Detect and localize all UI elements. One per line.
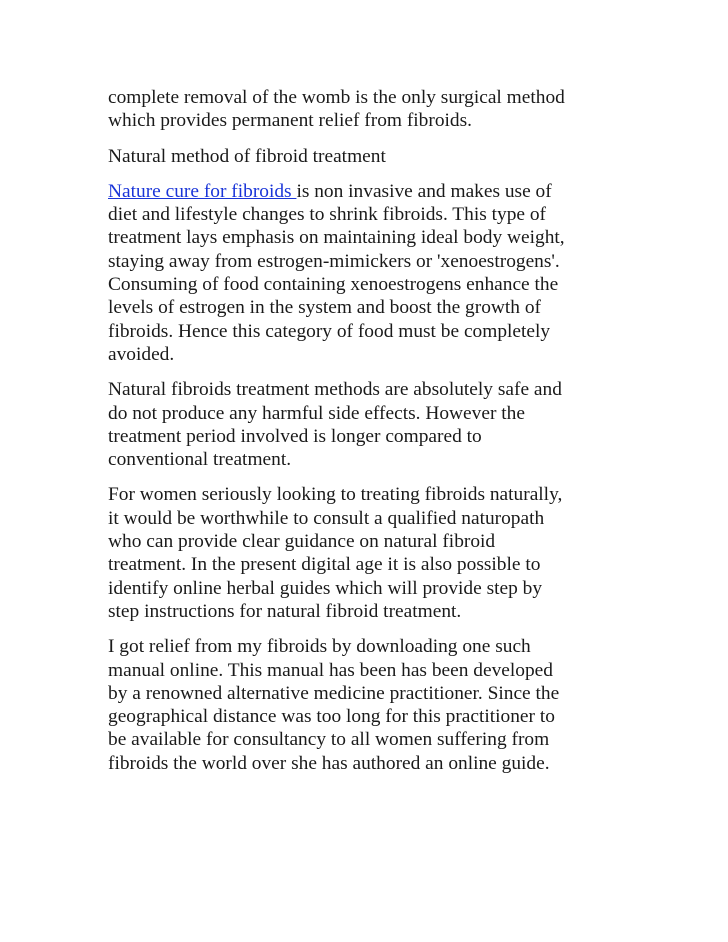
text-line: Natural fibroids treatment methods are absolutely safe and [108,379,562,401]
text-line: identify online herbal guides which will provide step by [108,577,543,599]
text-line: levels of estrogen in the system and boost the growth of [108,297,541,319]
text-line: manual online. This manual has been has been developed [108,659,553,681]
text-line-with-link [108,180,628,203]
text-line: diet and lifestyle changes to shrink fibroids. This type of [108,204,547,226]
nature-cure-link[interactable]: Nature cure for fibroids [108,180,297,202]
text-line: fibroids the world over she has authored an online guide. [108,752,550,774]
document-page [108,86,628,787]
text-line: step instructions for natural fibroid treatment. [108,600,462,622]
text-line: conventional treatment. [108,449,292,471]
text-line: complete removal of the womb is the only surgical method [108,87,565,108]
paragraph-1 [108,86,628,133]
text-line: Consuming of food containing xenoestrogens enhance the [108,274,559,296]
text-line: do not produce any harmful side effects. However the [108,402,525,424]
text-fragment: is non invasive and makes use of [296,180,552,202]
text-line: treatment period involved is longer compared to [108,425,482,447]
text-line: be available for consultancy to all women suffering from [108,729,550,751]
text-line: by a renowned alternative medicine practitioner. Since the [108,682,560,704]
section-heading [108,145,628,168]
text-line: treatment lays emphasis on maintaining ideal body weight, [108,227,565,249]
text-line: avoided. [108,343,175,365]
paragraph-4 [108,483,628,623]
text-line: fibroids. Hence this category of food must be completely [108,320,551,342]
text-line: I got relief from my fibroids by downloading one such [108,636,531,658]
paragraph-3 [108,378,628,471]
text-line: staying away from estrogen-mimickers or 'xenoestrogens'. [108,250,560,272]
text-line: geographical distance was too long for this practitioner to [108,706,555,728]
text-line: For women seriously looking to treating fibroids naturally, [108,484,563,506]
text-line: it would be worthwhile to consult a qualified naturopath [108,507,545,529]
heading-text: Natural method of fibroid treatment [108,145,386,167]
text-line: which provides permanent relief from fibroids. [108,110,473,132]
paragraph-2 [108,180,628,366]
text-line: treatment. In the present digital age it is also possible to [108,554,541,576]
text-line: who can provide clear guidance on natural fibroid [108,531,496,553]
paragraph-5 [108,635,628,775]
